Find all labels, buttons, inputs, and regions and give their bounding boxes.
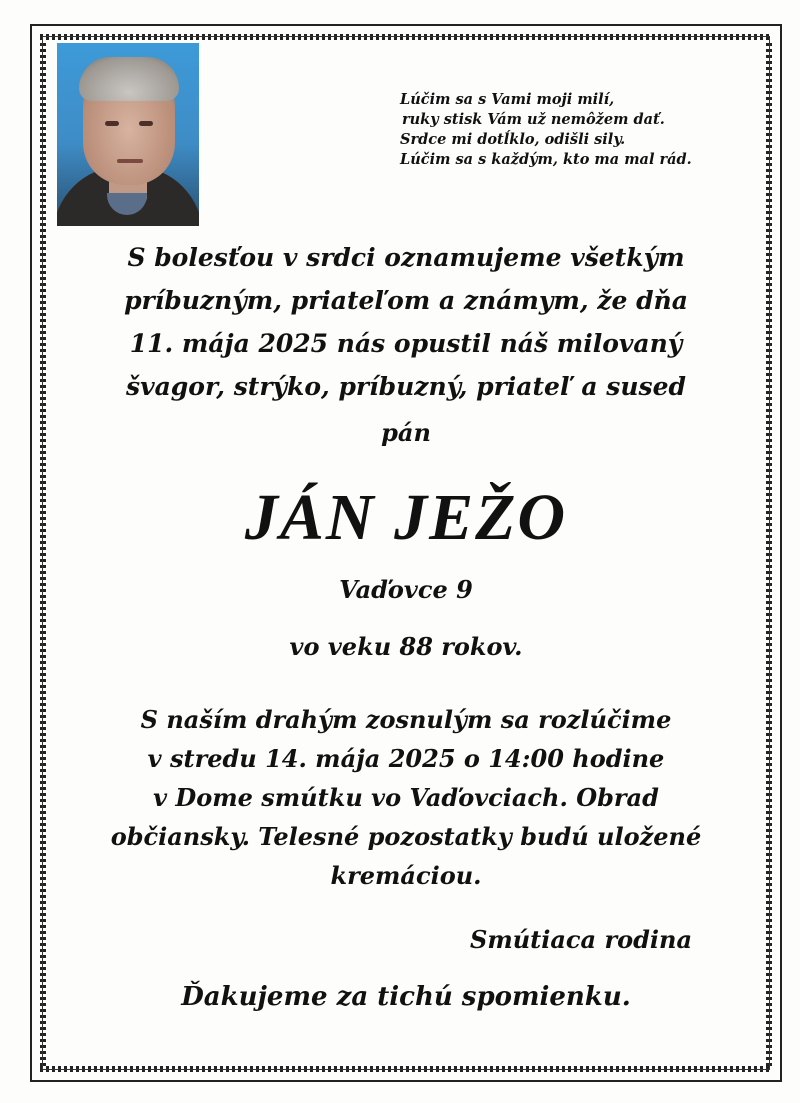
poem-line: Srdce mi dotĺklo, odišli sily. xyxy=(400,131,626,148)
portrait-mouth xyxy=(117,159,143,163)
title-prefix: pán xyxy=(381,418,431,447)
announcement-intro xyxy=(60,236,752,408)
poem-line: Lúčim sa s Vami moji milí, xyxy=(400,91,615,108)
poem-line: ruky stisk Vám už nemôžem dať. xyxy=(402,111,665,128)
intro-line: švagor, strýko, príbuzný, priateľ a sused xyxy=(126,372,686,401)
thanks-line: Ďakujeme za tichú spomienku. xyxy=(181,982,631,1012)
portrait-eye-right xyxy=(139,121,153,126)
deceased-address: Vaďovce 9 xyxy=(339,575,473,604)
details-line: v Dome smútku vo Vaďovciach. Obrad xyxy=(153,783,659,812)
portrait-hair xyxy=(79,57,179,101)
intro-line: príbuzným, priateľom a známym, že dňa xyxy=(124,286,688,315)
funeral-details xyxy=(60,700,752,895)
farewell-poem xyxy=(400,90,700,170)
intro-line: S bolesťou v srdci oznamujeme všetkým xyxy=(127,243,685,272)
details-line: v stredu 14. mája 2025 o 14:00 hodine xyxy=(147,744,665,773)
details-line: kremáciou. xyxy=(330,861,482,890)
family-signature: Smútiaca rodina xyxy=(470,925,692,954)
portrait-photo xyxy=(57,43,199,226)
deceased-age: vo veku 88 rokov. xyxy=(289,632,523,661)
details-line: S naším drahým zosnulým sa rozlúčime xyxy=(140,705,672,734)
deceased-name: JÁN JEŽO xyxy=(244,481,568,554)
portrait-eye-left xyxy=(105,121,119,126)
poem-line: Lúčim sa s každým, kto ma mal rád. xyxy=(400,151,692,168)
details-line: občiansky. Telesné pozostatky budú uložené xyxy=(110,822,702,851)
intro-line: 11. mája 2025 nás opustil náš milovaný xyxy=(129,329,683,358)
